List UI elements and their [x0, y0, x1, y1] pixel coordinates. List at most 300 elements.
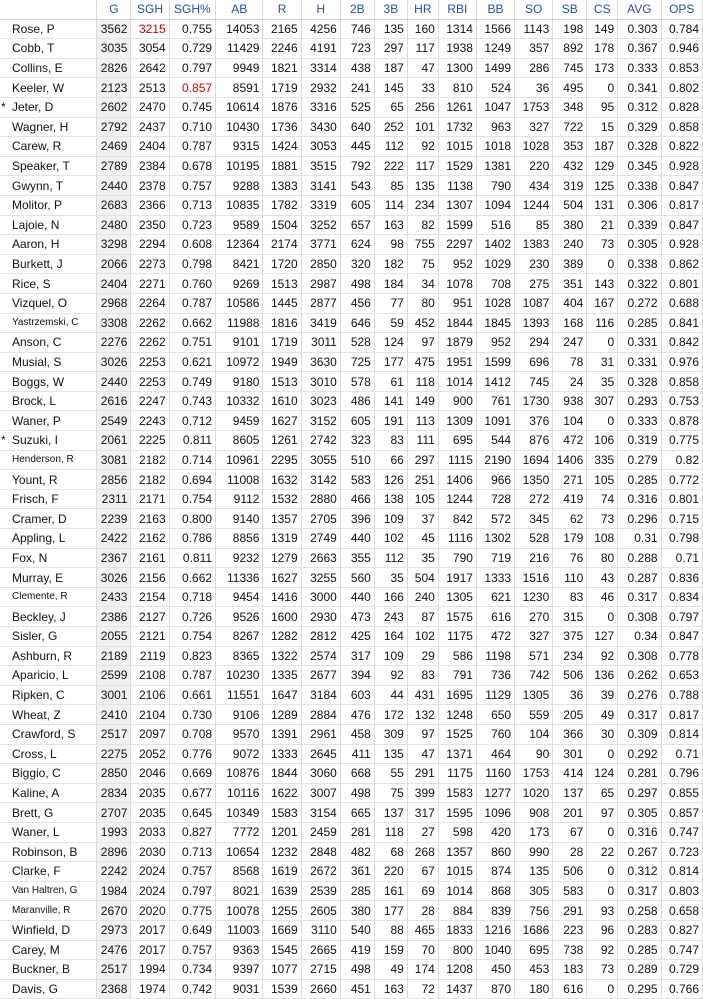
stat-cell-g: 2311 — [97, 489, 131, 509]
column-header-cs[interactable]: CS — [587, 0, 618, 19]
stat-cell-2b: 317 — [340, 646, 374, 666]
stat-cell-so: 135 — [515, 862, 553, 882]
stat-cell-cs: 73 — [587, 235, 618, 255]
stat-cell-g: 2368 — [97, 979, 131, 999]
column-header-hr[interactable]: HR — [407, 0, 438, 19]
stat-cell-3b: 35 — [374, 568, 407, 588]
stat-cell-g: 2789 — [97, 156, 131, 176]
stat-cell-h: 3316 — [301, 97, 340, 117]
stat-cell-sb: 28 — [553, 842, 587, 862]
stat-cell-g: 3026 — [97, 352, 131, 372]
column-header-3b[interactable]: 3B — [374, 0, 407, 19]
stat-cell-r: 1513 — [263, 274, 301, 294]
table-row — [0, 940, 703, 960]
stat-cell-2b: 411 — [340, 744, 374, 764]
stat-cell-ab: 11429 — [216, 39, 263, 59]
stat-cell-avg: 0.306 — [618, 195, 661, 215]
stat-cell-bb: 870 — [476, 979, 514, 999]
column-header-ab[interactable]: AB — [216, 0, 263, 19]
stat-cell-sgh-pct: 0.797 — [169, 58, 215, 78]
stat-cell-rbi: 1917 — [438, 568, 476, 588]
stat-cell-r: 1289 — [263, 705, 301, 725]
stat-cell-bb: 1091 — [476, 411, 514, 431]
stat-cell-avg: 0.338 — [618, 254, 661, 274]
stat-cell-sgh-pct: 0.757 — [169, 176, 215, 196]
player-name: Aaron, H — [12, 237, 60, 252]
stat-cell-sgh-pct: 0.649 — [169, 920, 215, 940]
stat-cell-2b: 476 — [340, 705, 374, 725]
stat-cell-hr: 113 — [407, 411, 438, 431]
column-header-2b[interactable]: 2B — [340, 0, 374, 19]
stat-cell-bb: 1018 — [476, 137, 514, 157]
table-row — [0, 78, 703, 98]
stat-cell-ops: 0.688 — [661, 293, 702, 313]
column-header-so[interactable]: SO — [515, 0, 553, 19]
stat-cell-hr: 82 — [407, 215, 438, 235]
stat-cell-3b: 126 — [374, 470, 407, 490]
stat-cell-ab: 10835 — [216, 195, 263, 215]
stat-cell-ops: 0.772 — [661, 470, 702, 490]
stat-cell-sb: 938 — [553, 391, 587, 411]
stat-cell-ab: 8267 — [216, 627, 263, 647]
stat-cell-h: 2715 — [301, 960, 340, 980]
stat-cell-so: 1305 — [515, 685, 553, 705]
stat-cell-cs: 22 — [587, 842, 618, 862]
stat-cell-r: 1639 — [263, 881, 301, 901]
stat-cell-sgh: 2171 — [131, 489, 169, 509]
stat-cell-r: 1876 — [263, 97, 301, 117]
stat-cell-avg: 0.367 — [618, 39, 661, 59]
stat-cell-cs: 0 — [587, 979, 618, 999]
stat-cell-sb: 616 — [553, 979, 587, 999]
stat-cell-hr: 135 — [407, 176, 438, 196]
stat-cell-sb: 67 — [553, 822, 587, 842]
stat-cell-so: 528 — [515, 529, 553, 549]
stat-cell-so: 36 — [515, 78, 553, 98]
stat-cell-ab: 9315 — [216, 137, 263, 157]
stat-cell-rbi: 1314 — [438, 19, 476, 39]
player-name: Fox, N — [12, 550, 48, 565]
stat-cell-ab: 8365 — [216, 646, 263, 666]
stat-cell-rbi: 1583 — [438, 783, 476, 803]
stat-cell-h: 2677 — [301, 666, 340, 686]
player-name: Robinson, B — [12, 844, 78, 859]
player-name: Waner, P — [12, 413, 61, 428]
stat-cell-cs: 92 — [587, 646, 618, 666]
stat-cell-rbi: 1138 — [438, 176, 476, 196]
stat-cell-h: 2672 — [301, 862, 340, 882]
column-header-ops[interactable]: OPS — [661, 0, 702, 19]
stat-cell-3b: 138 — [374, 489, 407, 509]
stat-cell-rbi: 1300 — [438, 58, 476, 78]
player-name-cell — [0, 293, 97, 313]
stat-cell-3b: 109 — [374, 509, 407, 529]
stat-cell-avg: 0.322 — [618, 274, 661, 294]
column-header-sgh[interactable]: SGH — [131, 0, 169, 19]
stat-cell-sgh-pct: 0.677 — [169, 783, 215, 803]
stat-cell-cs: 92 — [587, 940, 618, 960]
stat-cell-sb: 271 — [553, 470, 587, 490]
stat-cell-sgh: 2097 — [131, 724, 169, 744]
stat-cell-avg: 0.308 — [618, 607, 661, 627]
stat-cell-bb: 572 — [476, 509, 514, 529]
stat-cell-r: 1261 — [263, 431, 301, 451]
stat-cell-2b: 792 — [340, 156, 374, 176]
table-row — [0, 646, 703, 666]
stat-cell-3b: 88 — [374, 920, 407, 940]
stat-cell-sgh-pct: 0.714 — [169, 450, 215, 470]
stat-cell-ab: 9140 — [216, 509, 263, 529]
stat-cell-ops: 0.928 — [661, 156, 702, 176]
column-header-bb[interactable]: BB — [476, 0, 514, 19]
player-name: Cobb, T — [12, 41, 55, 56]
stat-cell-bb: 1040 — [476, 940, 514, 960]
stat-cell-ops: 0.857 — [661, 803, 702, 823]
table-row — [0, 352, 703, 372]
stat-cell-sgh-pct: 0.754 — [169, 489, 215, 509]
player-name: Murray, E — [12, 570, 64, 585]
stat-cell-g: 2422 — [97, 529, 131, 549]
stat-cell-hr: 431 — [407, 685, 438, 705]
player-name: Collins, E — [12, 61, 63, 76]
stat-cell-rbi: 1599 — [438, 215, 476, 235]
stat-cell-bb: 1381 — [476, 156, 514, 176]
stat-cell-avg: 0.338 — [618, 176, 661, 196]
stat-cell-sgh: 2156 — [131, 568, 169, 588]
stat-cell-so: 230 — [515, 254, 553, 274]
stat-cell-sgh: 2294 — [131, 235, 169, 255]
stat-cell-ops: 0.828 — [661, 97, 702, 117]
stat-cell-sb: 506 — [553, 666, 587, 686]
stat-cell-sgh-pct: 0.712 — [169, 411, 215, 431]
stat-cell-cs: 39 — [587, 685, 618, 705]
stat-cell-3b: 112 — [374, 548, 407, 568]
stat-cell-avg: 0.308 — [618, 646, 661, 666]
stat-cell-sgh-pct: 0.823 — [169, 646, 215, 666]
stat-cell-so: 696 — [515, 352, 553, 372]
stat-cell-2b: 394 — [340, 666, 374, 686]
stat-cell-sgh-pct: 0.734 — [169, 960, 215, 980]
stat-cell-ab: 11003 — [216, 920, 263, 940]
stat-cell-sb: 201 — [553, 803, 587, 823]
stat-cell-rbi: 791 — [438, 666, 476, 686]
player-name: Maranville, R — [12, 904, 71, 916]
column-header-name[interactable] — [0, 0, 97, 19]
stat-cell-ab: 8021 — [216, 881, 263, 901]
stat-cell-ops: 0.842 — [661, 333, 702, 353]
table-row — [0, 881, 703, 901]
stat-cell-2b: 440 — [340, 529, 374, 549]
stat-cell-avg: 0.317 — [618, 705, 661, 725]
stat-cell-ops: 0.862 — [661, 254, 702, 274]
stat-cell-sb: 722 — [553, 117, 587, 137]
stat-cell-avg: 0.333 — [618, 58, 661, 78]
stat-cell-ops: 0.836 — [661, 568, 702, 588]
column-header-sb[interactable]: SB — [553, 0, 587, 19]
stat-cell-sgh-pct: 0.723 — [169, 215, 215, 235]
stat-cell-rbi: 1575 — [438, 607, 476, 627]
player-name: Yount, R — [12, 472, 58, 487]
stat-cell-so: 1393 — [515, 313, 553, 333]
stat-cell-so: 571 — [515, 646, 553, 666]
stat-cell-ab: 9101 — [216, 333, 263, 353]
stat-cell-3b: 184 — [374, 274, 407, 294]
stat-cell-ab: 10961 — [216, 450, 263, 470]
stat-cell-r: 1255 — [263, 901, 301, 921]
stat-cell-rbi: 1833 — [438, 920, 476, 940]
player-name-cell — [0, 803, 97, 823]
stat-cell-sgh: 2378 — [131, 176, 169, 196]
stat-cell-so: 1686 — [515, 920, 553, 940]
stat-cell-cs: 43 — [587, 568, 618, 588]
stat-cell-r: 1383 — [263, 176, 301, 196]
stat-cell-bb: 839 — [476, 901, 514, 921]
stat-cell-so: 345 — [515, 509, 553, 529]
stat-cell-h: 3000 — [301, 587, 340, 607]
stat-cell-2b: 466 — [340, 489, 374, 509]
stat-cell-3b: 159 — [374, 940, 407, 960]
stat-cell-hr: 251 — [407, 470, 438, 490]
stat-cell-avg: 0.305 — [618, 803, 661, 823]
stat-cell-h: 2850 — [301, 254, 340, 274]
stat-cell-ops: 0.71 — [661, 744, 702, 764]
table-row — [0, 235, 703, 255]
stat-cell-r: 1821 — [263, 58, 301, 78]
stat-cell-2b: 361 — [340, 862, 374, 882]
stat-cell-rbi: 1951 — [438, 352, 476, 372]
stat-cell-sgh-pct: 0.608 — [169, 235, 215, 255]
player-name-cell — [0, 470, 97, 490]
stat-cell-hr: 105 — [407, 489, 438, 509]
stat-cell-avg: 0.283 — [618, 920, 661, 940]
stat-cell-avg: 0.287 — [618, 568, 661, 588]
column-header-g[interactable]: G — [97, 0, 131, 19]
stat-cell-sgh-pct: 0.787 — [169, 137, 215, 157]
stat-cell-so: 559 — [515, 705, 553, 725]
stat-cell-sgh: 2404 — [131, 137, 169, 157]
stat-cell-ops: 0.878 — [661, 411, 702, 431]
player-name-cell — [0, 450, 97, 470]
table-row — [0, 607, 703, 627]
stat-cell-bb: 868 — [476, 881, 514, 901]
stat-cell-ops: 0.814 — [661, 724, 702, 744]
stat-cell-ab: 10586 — [216, 293, 263, 313]
stat-cell-sgh: 2162 — [131, 529, 169, 549]
stat-cell-3b: 163 — [374, 979, 407, 999]
stat-cell-sgh: 2513 — [131, 78, 169, 98]
stat-cell-r: 1583 — [263, 803, 301, 823]
stat-cell-h: 3007 — [301, 783, 340, 803]
player-name: Appling, L — [12, 531, 66, 546]
stat-cell-cs: 97 — [587, 803, 618, 823]
stat-cell-bb: 1096 — [476, 803, 514, 823]
stat-cell-sgh-pct: 0.713 — [169, 842, 215, 862]
stat-cell-ops: 0.82 — [661, 450, 702, 470]
stat-cell-g: 2367 — [97, 548, 131, 568]
stat-cell-hr: 67 — [407, 862, 438, 882]
table-row — [0, 705, 703, 725]
stat-cell-3b: 114 — [374, 195, 407, 215]
column-header-rbi[interactable]: RBI — [438, 0, 476, 19]
stat-cell-ops: 0.723 — [661, 842, 702, 862]
table-row — [0, 333, 703, 353]
stat-cell-2b: 380 — [340, 901, 374, 921]
stat-cell-so: 1383 — [515, 235, 553, 255]
player-name-cell — [0, 19, 97, 39]
stat-cell-sb: 223 — [553, 920, 587, 940]
stat-cell-sgh: 2262 — [131, 313, 169, 333]
stat-cell-sb: 36 — [553, 685, 587, 705]
player-name-cell — [0, 137, 97, 157]
stat-cell-2b: 560 — [340, 568, 374, 588]
stat-cell-hr: 87 — [407, 607, 438, 627]
stat-cell-g: 2476 — [97, 940, 131, 960]
stat-cell-bb: 1198 — [476, 646, 514, 666]
stat-cell-3b: 182 — [374, 254, 407, 274]
stat-cell-so: 1143 — [515, 19, 553, 39]
player-name-cell — [0, 333, 97, 353]
stat-cell-bb: 524 — [476, 78, 514, 98]
stat-cell-ab: 10230 — [216, 666, 263, 686]
stat-cell-cs: 0 — [587, 607, 618, 627]
stat-cell-hr: 47 — [407, 744, 438, 764]
stat-cell-hr: 101 — [407, 117, 438, 137]
stat-cell-bb: 736 — [476, 666, 514, 686]
stat-cell-3b: 252 — [374, 117, 407, 137]
stat-cell-hr: 69 — [407, 881, 438, 901]
stat-cell-3b: 112 — [374, 137, 407, 157]
column-header-r[interactable]: R — [263, 0, 301, 19]
player-name-cell — [0, 78, 97, 98]
stat-cell-ops: 0.817 — [661, 705, 702, 725]
stat-cell-rbi: 1175 — [438, 764, 476, 784]
player-name: Lajoie, N — [12, 217, 60, 232]
stat-cell-r: 1610 — [263, 391, 301, 411]
player-name: Boggs, W — [12, 374, 65, 389]
stat-cell-so: 173 — [515, 822, 553, 842]
stat-cell-so: 990 — [515, 842, 553, 862]
stat-cell-sgh: 2225 — [131, 431, 169, 451]
stat-cell-2b: 451 — [340, 979, 374, 999]
stat-cell-so: 756 — [515, 901, 553, 921]
stat-cell-h: 2539 — [301, 881, 340, 901]
stat-cell-hr: 132 — [407, 705, 438, 725]
stat-cell-sgh: 2052 — [131, 744, 169, 764]
stat-cell-3b: 59 — [374, 313, 407, 333]
stat-cell-2b: 746 — [340, 19, 374, 39]
stat-cell-cs: 0 — [587, 333, 618, 353]
stat-cell-h: 2884 — [301, 705, 340, 725]
stat-cell-rbi: 1309 — [438, 411, 476, 431]
stat-cell-cs: 93 — [587, 901, 618, 921]
stat-cell-g: 2602 — [97, 97, 131, 117]
player-name-cell — [0, 666, 97, 686]
stat-cell-ops: 0.753 — [661, 391, 702, 411]
stat-cell-rbi: 1261 — [438, 97, 476, 117]
stat-cell-ab: 9363 — [216, 940, 263, 960]
stat-cell-g: 2061 — [97, 431, 131, 451]
stat-cell-g: 3035 — [97, 39, 131, 59]
table-row — [0, 293, 703, 313]
stat-cell-ab: 10972 — [216, 352, 263, 372]
column-header-h[interactable]: H — [301, 0, 340, 19]
table-row — [0, 783, 703, 803]
table-row — [0, 822, 703, 842]
stat-cell-ab: 11336 — [216, 568, 263, 588]
stat-cell-3b: 66 — [374, 450, 407, 470]
stat-cell-avg: 0.293 — [618, 391, 661, 411]
player-name: Wagner, H — [12, 119, 69, 134]
player-name-cell — [0, 783, 97, 803]
stat-cell-3b: 92 — [374, 666, 407, 686]
stat-cell-h: 3053 — [301, 137, 340, 157]
stat-cell-bb: 1566 — [476, 19, 514, 39]
stat-cell-rbi: 951 — [438, 293, 476, 313]
stat-cell-sb: 179 — [553, 529, 587, 549]
stat-cell-r: 1077 — [263, 960, 301, 980]
stat-cell-hr: 28 — [407, 901, 438, 921]
table-row — [0, 97, 703, 117]
stat-cell-ops: 0.747 — [661, 940, 702, 960]
stat-cell-3b: 163 — [374, 215, 407, 235]
stat-cell-cs: 105 — [587, 470, 618, 490]
stat-cell-h: 2665 — [301, 940, 340, 960]
stat-cell-hr: 755 — [407, 235, 438, 255]
stat-cell-g: 2440 — [97, 176, 131, 196]
stat-cell-h: 3141 — [301, 176, 340, 196]
stat-cell-sgh-pct: 0.662 — [169, 568, 215, 588]
stat-cell-rbi: 1844 — [438, 313, 476, 333]
stat-cell-2b: 438 — [340, 58, 374, 78]
stat-cell-ab: 9232 — [216, 548, 263, 568]
stat-cell-ops: 0.814 — [661, 862, 702, 882]
stat-cell-g: 2826 — [97, 58, 131, 78]
stat-cell-sb: 291 — [553, 901, 587, 921]
stat-cell-3b: 49 — [374, 960, 407, 980]
column-header-sgh-pct[interactable]: SGH% — [169, 0, 215, 19]
stat-cell-cs: 106 — [587, 431, 618, 451]
stat-cell-3b: 124 — [374, 333, 407, 353]
stat-cell-sgh-pct: 0.718 — [169, 587, 215, 607]
stat-cell-bb: 464 — [476, 744, 514, 764]
stat-cell-g: 2549 — [97, 411, 131, 431]
player-name: Rose, P — [12, 21, 55, 36]
stat-cell-rbi: 1307 — [438, 195, 476, 215]
stat-cell-rbi: 1248 — [438, 705, 476, 725]
stat-cell-ops: 0.803 — [661, 881, 702, 901]
stat-cell-sgh-pct: 0.749 — [169, 372, 215, 392]
stat-cell-ab: 10078 — [216, 901, 263, 921]
stat-cell-h: 2812 — [301, 627, 340, 647]
column-header-avg[interactable]: AVG — [618, 0, 661, 19]
stat-cell-sb: 738 — [553, 940, 587, 960]
stat-cell-g: 2616 — [97, 391, 131, 411]
stat-cell-bb: 1277 — [476, 783, 514, 803]
stat-cell-rbi: 1879 — [438, 333, 476, 353]
player-name: Ripken, C — [12, 688, 65, 703]
stat-cell-avg: 0.319 — [618, 431, 661, 451]
player-name-cell — [0, 548, 97, 568]
stat-cell-ab: 9589 — [216, 215, 263, 235]
player-name-cell — [0, 529, 97, 549]
stat-cell-avg: 0.316 — [618, 489, 661, 509]
stat-cell-hr: 174 — [407, 960, 438, 980]
stat-cell-ops: 0.858 — [661, 117, 702, 137]
stat-cell-so: 104 — [515, 724, 553, 744]
stat-cell-ops: 0.858 — [661, 372, 702, 392]
stat-cell-g: 2517 — [97, 960, 131, 980]
stat-cell-ops: 0.798 — [661, 529, 702, 549]
